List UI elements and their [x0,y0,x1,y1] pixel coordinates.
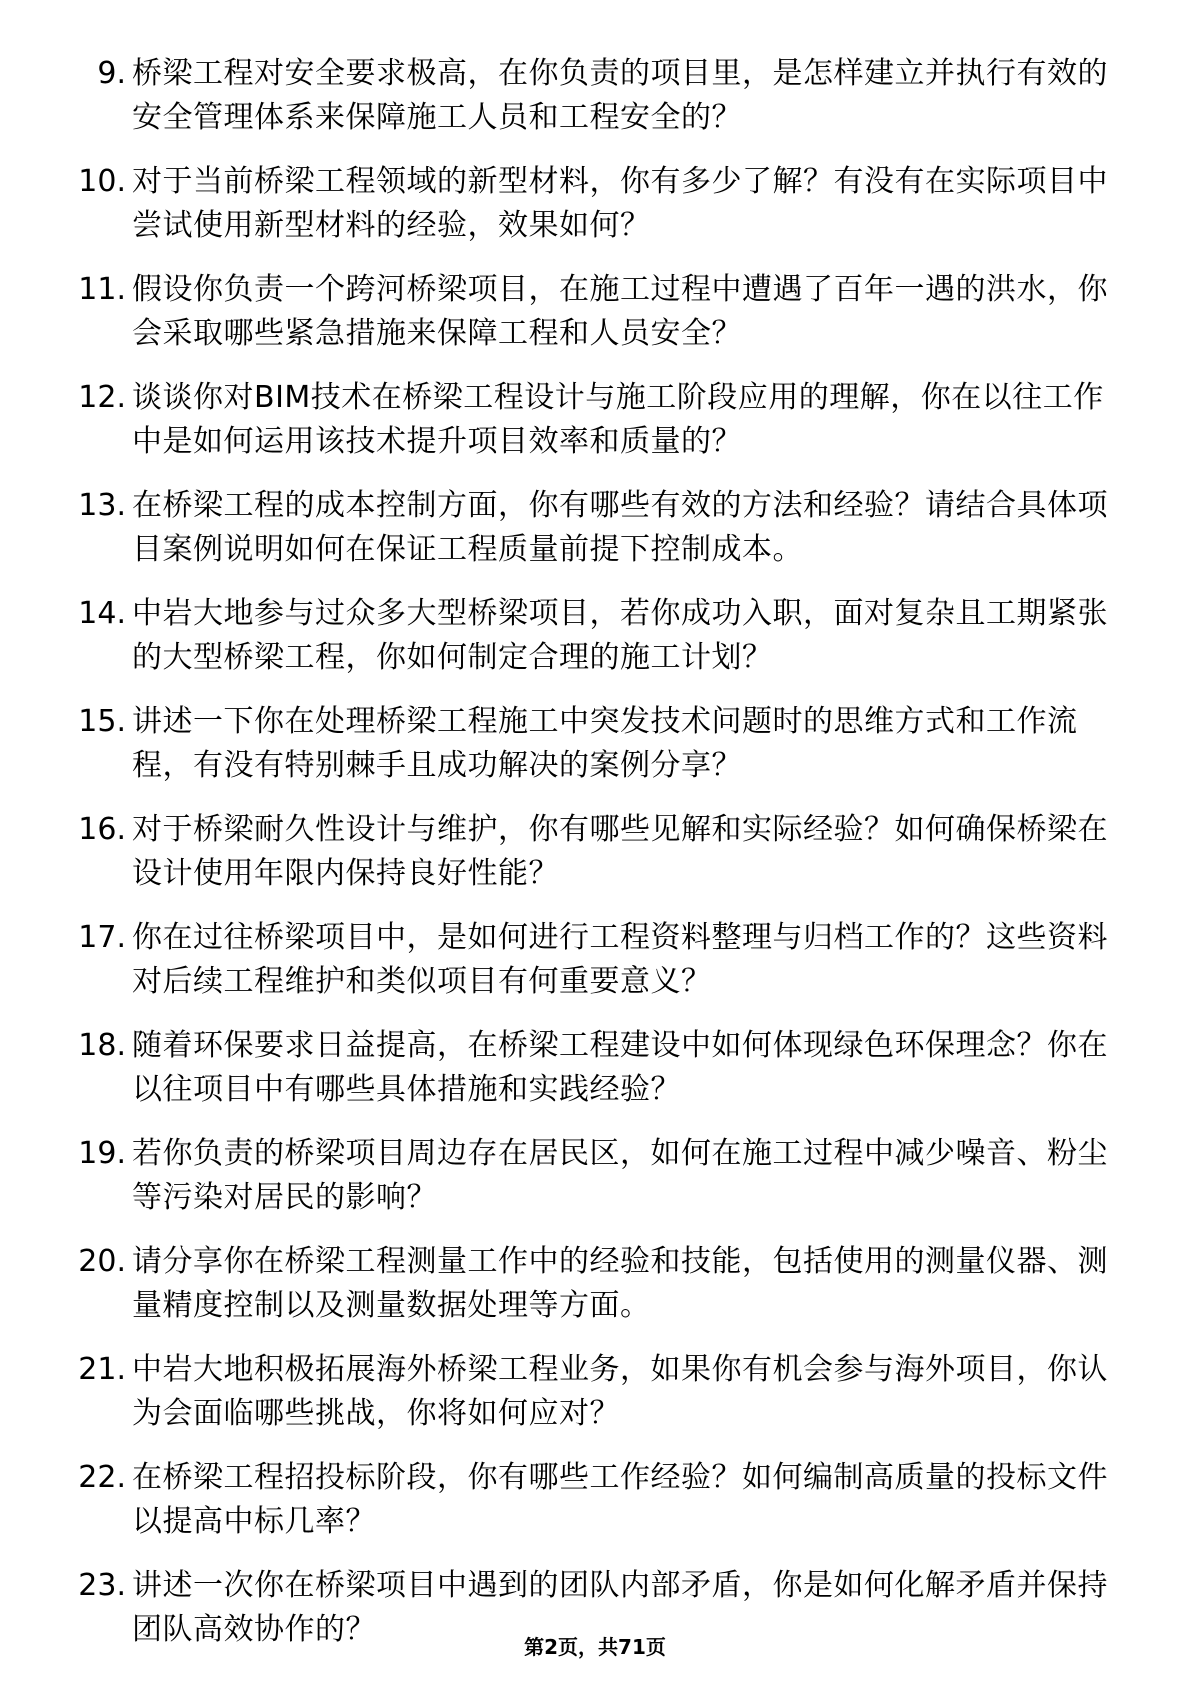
question-text: 在桥梁工程招投标阶段，你有哪些工作经验？如何编制高质量的投标文件以提高中标几率？ [132,1460,1108,1539]
page-number-footer: 第2页，共71页 [524,1635,666,1659]
question-number: 10. [78,164,126,199]
question-number: 23. [78,1568,126,1603]
question-number: 16. [78,812,126,847]
question-text: 假设你负责一个跨河桥梁项目，在施工过程中遭遇了百年一遇的洪水，你会采取哪些紧急措施来保障工程和人员安全？ [132,272,1108,351]
question-number: 19. [78,1136,126,1171]
question-number: 15. [78,704,126,739]
question-item-13 [60,484,1120,592]
question-text: 在桥梁工程的成本控制方面，你有哪些有效的方法和经验？请结合具体项目案例说明如何在保证工程质量前提下控制成本。 [132,488,1108,567]
question-text: 若你负责的桥梁项目周边存在居民区，如何在施工过程中减少噪音、粉尘等污染对居民的影响？ [132,1136,1108,1215]
question-text: 随着环保要求日益提高，在桥梁工程建设中如何体现绿色环保理念？你在以往项目中有哪些具体措施和实践经验？ [132,1028,1108,1107]
question-number: 14. [78,596,126,631]
question-item-15 [60,700,1120,808]
question-item-17 [60,916,1120,1024]
question-item-10 [60,160,1120,268]
question-item-14 [60,592,1120,700]
question-number: 12. [78,380,126,415]
question-number: 9. [97,56,126,91]
question-number: 22. [78,1460,126,1495]
question-item-11 [60,268,1120,376]
question-item-12 [60,376,1120,484]
question-text: 讲述一下你在处理桥梁工程施工中突发技术问题时的思维方式和工作流程，有没有特别棘手且成功解决的案例分享？ [132,704,1078,783]
question-item-20 [60,1240,1120,1348]
question-item-19 [60,1132,1120,1240]
question-text: 你在过往桥梁项目中，是如何进行工程资料整理与归档工作的？这些资料对后续工程维护和类似项目有何重要意义？ [132,920,1108,999]
question-text: 谈谈你对BIM技术在桥梁工程设计与施工阶段应用的理解，你在以往工作中是如何运用该技术提升项目效率和质量的？ [132,380,1104,459]
question-text: 对于当前桥梁工程领域的新型材料，你有多少了解？有没有在实际项目中尝试使用新型材料的经验，效果如何？ [132,164,1108,243]
question-item-21 [60,1348,1120,1456]
question-number: 11. [78,272,126,307]
question-number: 21. [78,1352,126,1387]
question-text: 对于桥梁耐久性设计与维护，你有哪些见解和实际经验？如何确保桥梁在设计使用年限内保持良好性能？ [132,812,1108,891]
question-list [60,52,1120,1672]
question-item-9 [60,52,1120,160]
question-number: 17. [78,920,126,955]
question-text: 讲述一次你在桥梁项目中遇到的团队内部矛盾，你是如何化解矛盾并保持团队高效协作的？ [132,1568,1108,1647]
question-text: 中岩大地积极拓展海外桥梁工程业务，如果你有机会参与海外项目，你认为会面临哪些挑战，你将如何应对？ [132,1352,1108,1431]
question-text: 中岩大地参与过众多大型桥梁项目，若你成功入职，面对复杂且工期紧张的大型桥梁工程，你如何制定合理的施工计划？ [132,596,1108,675]
question-number: 18. [78,1028,126,1063]
question-number: 20. [78,1244,126,1279]
question-text: 桥梁工程对安全要求极高，在你负责的项目里，是怎样建立并执行有效的安全管理体系来保障施工人员和工程安全的？ [132,56,1108,135]
question-number: 13. [78,488,126,523]
question-text: 请分享你在桥梁工程测量工作中的经验和技能，包括使用的测量仪器、测量精度控制以及测量数据处理等方面。 [132,1244,1108,1323]
question-item-18 [60,1024,1120,1132]
question-item-16 [60,808,1120,916]
question-item-22 [60,1456,1120,1564]
